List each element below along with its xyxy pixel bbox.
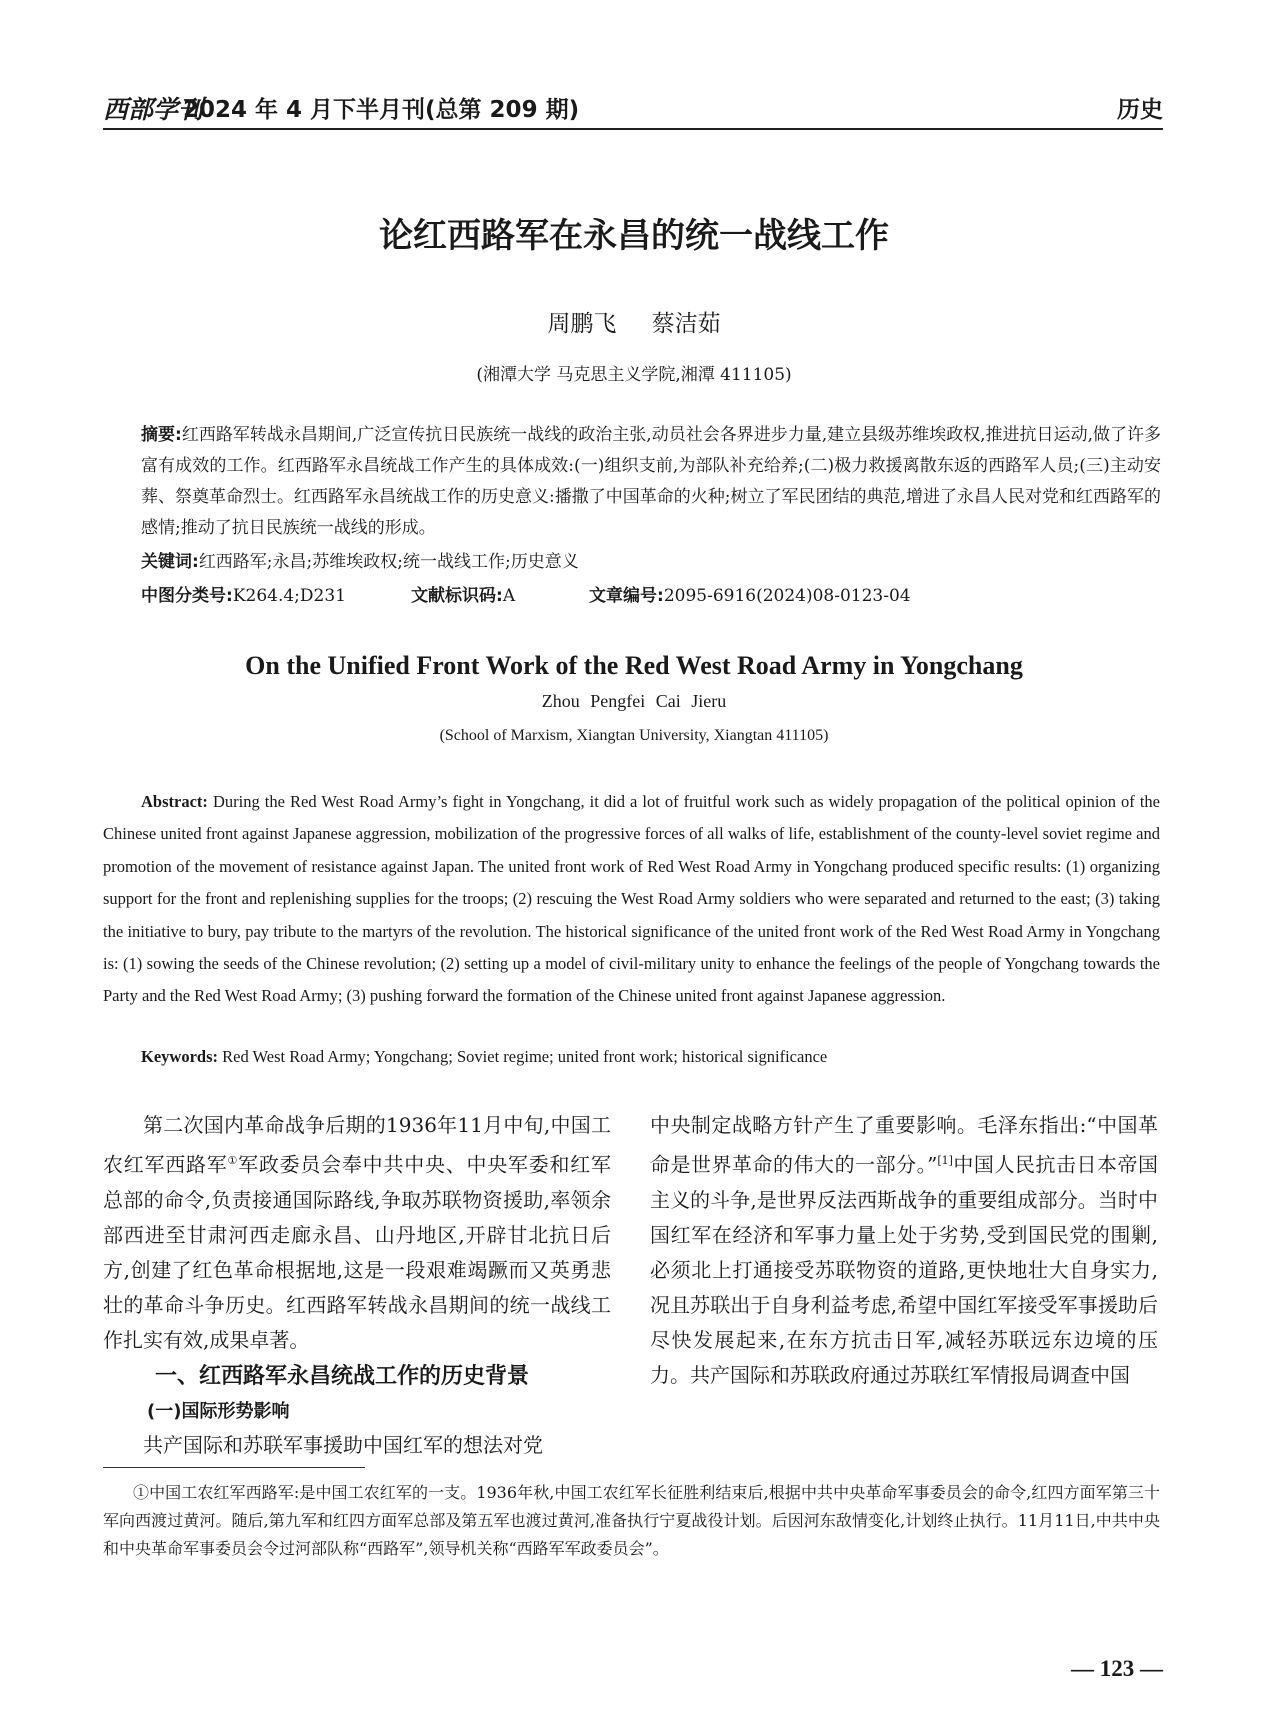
- keywords-text-en: Red West Road Army; Yongchang; Soviet regime; united front work; historical significance: [222, 1047, 828, 1066]
- article-no-value: 2095-6916(2024)08-0123-04: [663, 586, 911, 606]
- body-column-right: [650, 1108, 1158, 1393]
- body-paragraph: 共产国际和苏联军事援助中国红军的想法对党: [143, 1432, 543, 1457]
- body-text: 第二次国内革命战争后期的1936年11月中旬,中国工农红军西路军: [103, 1113, 611, 1177]
- doc-code-label: 文献标识码:: [411, 586, 503, 606]
- abstract-text-en: During the Red West Road Army’s fight in Yongchang, it did a lot of fruitful work such as widely propagation of the political opinion of the Chinese united front against Japanese aggression, mobilization of the progressive forces of all walks of life, establishment of the county-level soviet regime and promotion of the movement of resistance against Japan. The united front work of Red West Road Army in Yongchang produced specific results: (1) organizing support for the front and replenishing supplies for the troops; (2) rescuing the West Road Army soldiers who were separated and returned to the east; (3) taking the initiative to bury, pay tribute to the martyrs of the revolution. The historical significance of the united front work of the Red West Road Army in Yongchang is: (1) sowing the seeds of the Chinese revolution; (2) setting up a model of civil-military unity to enhance the feelings of the people of Yongchang towards the Party and the Red West Road Army; (3) pushing forward the formation of the Chinese united front against Japanese aggression.: [103, 792, 1160, 1006]
- section-label: 历史: [1117, 97, 1163, 123]
- journal-logo: 西部学刊: [103, 95, 204, 124]
- authors-chinese: 周鹏飞 蔡洁茹: [547, 311, 721, 337]
- issue-info: 2024 年 4 月下半月刊(总第 209 期): [183, 97, 580, 123]
- title-english: On the Unified Front Work of the Red West Road Army in Yongchang: [245, 651, 1023, 680]
- subsection-heading: (一)国际形势影响: [147, 1400, 290, 1422]
- section-heading: 一、红西路军永昌统战工作的历史背景: [155, 1363, 530, 1389]
- classification-row: [141, 581, 1161, 606]
- affiliation-english: (School of Marxism, Xiangtan University, Xiangtan 411105): [439, 727, 829, 744]
- abstract-text-cn: 红西路军转战永昌期间,广泛宣传抗日民族统一战线的政治主张,动员社会各界进步力量,建立县级苏维埃政权,推进抗日运动,做了许多富有成效的工作。红西路军永昌统战工作产生的具体成效:(一)组织支前,为部队补充给养;(二)极力救援离散东返的西路军人员;(三)主动安葬、祭奠革命烈士。红西路军永昌统战工作的历史意义:播撒了中国革命的火种;树立了军民团结的典范,增进了永昌人民对党和红西路军的感情;推动了抗日民族统一战线的形成。: [141, 425, 1161, 538]
- doc-code-value: A: [502, 586, 516, 606]
- keywords-english: [141, 1047, 1161, 1067]
- body-column-left: [103, 1108, 611, 1463]
- page-number: — 123 —: [1071, 1656, 1163, 1681]
- body-text: 中国人民抗击日本帝国主义的斗争,是世界反法西斯战争的重要组成部分。当时中国红军在经济和军事力量上处于劣势,受到国民党的围剿,必须北上打通接受苏联物资的道路,更快地壮大自身实力,况且苏联出于自身利益考虑,希望中国红军接受军事援助后尽快发展起来,在东方抗击日军,减轻苏联远东边境的压力。共产国际和苏联政府通过苏联红军情报局调查中国: [650, 1152, 1158, 1387]
- abstract-label-cn: 摘要:: [141, 425, 182, 445]
- keywords-chinese: [141, 547, 1161, 572]
- footnote: ①中国工农红军西路军:是中国工农红军的一支。1936年秋,中国工农红军长征胜利结束后,根据中共中央革命军事委员会的命令,红四方面军第三十军向西渡过黄河。随后,第九军和红四方面军总部及第五军也渡过黄河,准备执行宁夏战役计划。后因河东敌情变化,计划终止执行。11月11日,中共中央和中央革命军事委员会令过河部队称“西路军”,领导机关称“西路军军政委员会”。: [103, 1483, 1160, 1558]
- clc-value: K264.4;D231: [232, 586, 346, 606]
- doc-code-group: [411, 581, 589, 606]
- body-text: 中央制定战略方针产生了重要影响。毛泽东指出:“中国革命是世界革命的伟大的一部分。”: [650, 1113, 1158, 1177]
- footnote-divider: [103, 1467, 365, 1468]
- footnote-marker: ①: [227, 1154, 239, 1167]
- abstract-chinese: [141, 420, 1161, 544]
- abstract-english: [103, 786, 1160, 1013]
- title-chinese: 论红西路军在永昌的统一战线工作: [379, 216, 889, 256]
- citation-marker: [1]: [937, 1154, 953, 1167]
- body-paragraph: [650, 1108, 1158, 1393]
- running-header: [103, 88, 1163, 130]
- clc-group: [141, 581, 411, 606]
- keywords-label-en: Keywords:: [141, 1047, 218, 1066]
- body-text: 军政委员会奉中共中央、中央军委和红军总部的命令,负责接通国际路线,争取苏联物资援助,率领余部西进至甘肃河西走廊永昌、山丹地区,开辟甘北抗日后方,创建了红色革命根据地,这是一段艰难竭蹶而又英勇悲壮的革命斗争历史。红西路军转战永昌期间的统一战线工作扎实有效,成果卓著。: [103, 1152, 611, 1352]
- abstract-label-en: Abstract:: [141, 792, 208, 811]
- article-no-label: 文章编号:: [589, 586, 664, 606]
- clc-label: 中图分类号:: [141, 586, 233, 606]
- keywords-label-cn: 关键词:: [141, 552, 199, 572]
- body-paragraph: [103, 1108, 611, 1358]
- keywords-text-cn: 红西路军;永昌;苏维埃政权;统一战线工作;历史意义: [198, 552, 579, 572]
- affiliation-chinese: (湘潭大学 马克思主义学院,湘潭 411105): [476, 365, 792, 385]
- article-no-group: [589, 581, 911, 606]
- authors-english: Zhou Pengfei Cai Jieru: [541, 691, 727, 711]
